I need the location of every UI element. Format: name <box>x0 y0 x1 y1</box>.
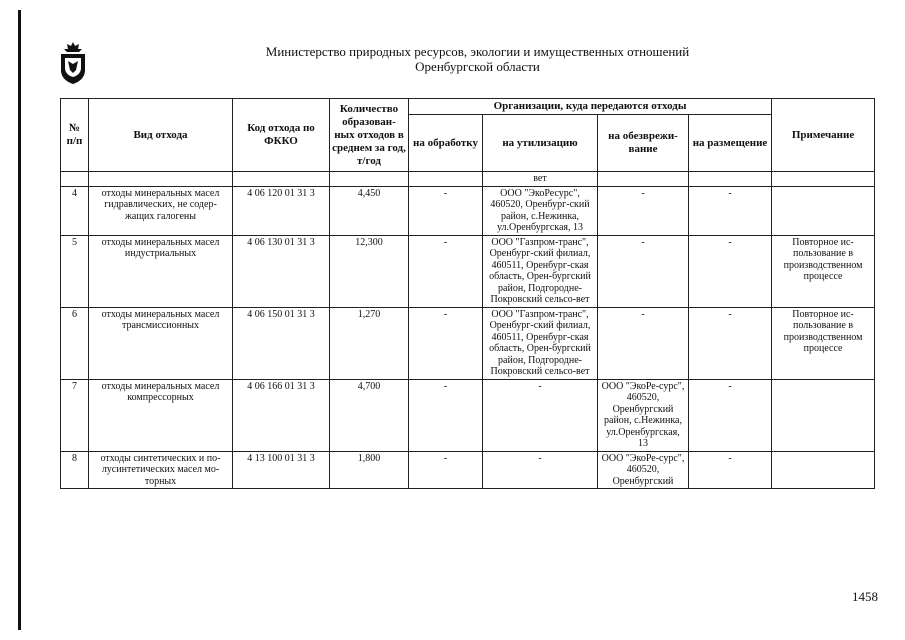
cell-number: 6 <box>61 307 89 379</box>
cell-quantity: 12,300 <box>330 235 409 307</box>
page-edge-rule <box>18 10 21 630</box>
cell-note: Повторное ис-пользование в производственном процессе <box>772 235 875 307</box>
cell-note <box>772 451 875 489</box>
cell-note: Повторное ис-пользование в производственном процессе <box>772 307 875 379</box>
table-row <box>61 451 875 489</box>
col-utilization: на утилизацию <box>483 115 598 172</box>
cell-placement: - <box>689 186 772 235</box>
col-fkko-code: Код отхода по ФККО <box>233 99 330 172</box>
cell-quantity: 1,800 <box>330 451 409 489</box>
coat-of-arms-icon <box>58 40 88 86</box>
cell-utilization: ООО "Газпром-транс", Оренбург-ский филиал, 460511, Оренбург-ская область, Орен-бургский район, Подгородне-Покровский сельсо-вет <box>483 235 598 307</box>
cell-fkko-code: 4 06 150 01 31 3 <box>233 307 330 379</box>
cell-utilization: вет <box>483 172 598 187</box>
cell-fkko-code: 4 13 100 01 31 3 <box>233 451 330 489</box>
col-placement: на размещение <box>689 115 772 172</box>
cell-utilization: ООО "Газпром-транс", Оренбург-ский филиал, 460511, Оренбург-ская область, Орен-бургский район, Подгородне-Покровский сельсо-вет <box>483 307 598 379</box>
cell-number: 4 <box>61 186 89 235</box>
cell-utilization: - <box>483 379 598 451</box>
cell-fkko-code: 4 06 120 01 31 3 <box>233 186 330 235</box>
cell-waste-type: отходы синтетических и по-лусинтетических масел мо-торных <box>89 451 233 489</box>
cell-number: 5 <box>61 235 89 307</box>
cell-neutralization: - <box>598 186 689 235</box>
ministry-title-line-2: Оренбургской области <box>415 59 540 74</box>
waste-table <box>60 98 875 489</box>
col-neutralization: на обезврежи-вание <box>598 115 689 172</box>
cell-placement: - <box>689 451 772 489</box>
cell-processing: - <box>409 307 483 379</box>
col-note: Примечание <box>772 99 875 172</box>
cell-neutralization: ООО "ЭкоРе-сурс", 460520, Оренбургский <box>598 451 689 489</box>
cell-placement: - <box>689 235 772 307</box>
table-row <box>61 307 875 379</box>
cell-quantity: 4,450 <box>330 186 409 235</box>
col-waste-type: Вид отхода <box>89 99 233 172</box>
col-quantity: Количество образован-ных отходов в среднем за год, т/год <box>330 99 409 172</box>
cell-waste-type: отходы минеральных масел гидравлических, не содер-жащих галогены <box>89 186 233 235</box>
col-organizations: Организации, куда передаются отходы <box>409 99 772 115</box>
cell-number: 8 <box>61 451 89 489</box>
cell-fkko-code: 4 06 166 01 31 3 <box>233 379 330 451</box>
table-row <box>61 235 875 307</box>
cell-quantity: 1,270 <box>330 307 409 379</box>
col-processing: на обработку <box>409 115 483 172</box>
cell-neutralization: ООО "ЭкоРе-сурс", 460520, Оренбургский район, с.Нежинка, ул.Оренбургская, 13 <box>598 379 689 451</box>
cell-processing: - <box>409 451 483 489</box>
table-row <box>61 186 875 235</box>
cell-processing: - <box>409 235 483 307</box>
cell-note <box>772 379 875 451</box>
cell-fkko-code: 4 06 130 01 31 3 <box>233 235 330 307</box>
cell-placement: - <box>689 307 772 379</box>
cell-neutralization: - <box>598 307 689 379</box>
cell-quantity: 4,700 <box>330 379 409 451</box>
cell-note <box>772 186 875 235</box>
cell-utilization: - <box>483 451 598 489</box>
cell-waste-type: отходы минеральных масел компрессорных <box>89 379 233 451</box>
cell-processing: - <box>409 379 483 451</box>
table-row-continuation <box>61 172 875 187</box>
cell-neutralization: - <box>598 235 689 307</box>
ministry-title-line-1: Министерство природных ресурсов, экологии и имущественных отношений <box>265 44 690 59</box>
cell-placement: - <box>689 379 772 451</box>
col-number: № п/п <box>61 99 89 172</box>
cell-utilization: ООО "ЭкоРесурс", 460520, Оренбург-ский район, с.Нежинка, ул.Оренбургская, 13 <box>483 186 598 235</box>
page-number: 1458 <box>852 589 878 604</box>
cell-waste-type: отходы минеральных масел индустриальных <box>89 235 233 307</box>
cell-waste-type: отходы минеральных масел трансмиссионных <box>89 307 233 379</box>
table-row <box>61 379 875 451</box>
cell-processing: - <box>409 186 483 235</box>
cell-number: 7 <box>61 379 89 451</box>
document-header <box>200 44 755 74</box>
